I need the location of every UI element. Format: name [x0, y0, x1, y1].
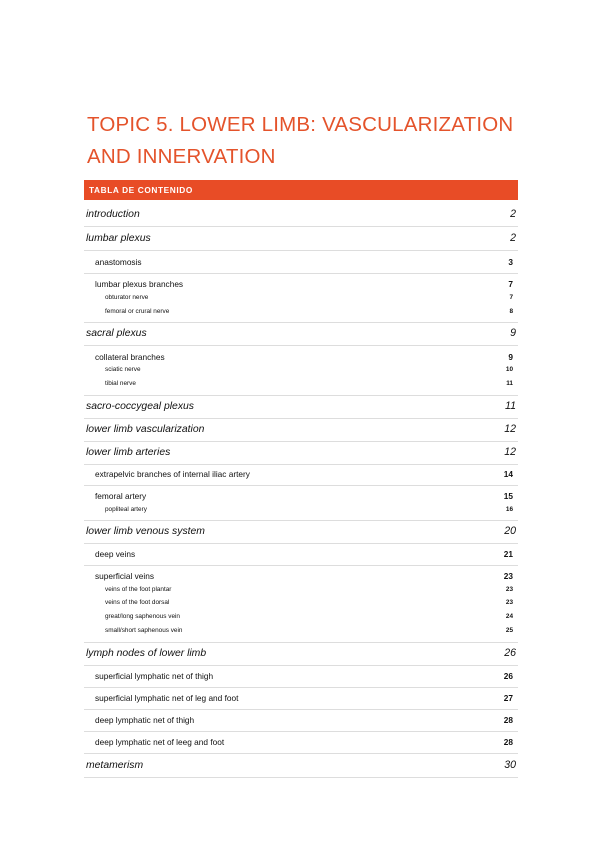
divider — [84, 753, 518, 754]
toc-entry-page: 12 — [504, 446, 516, 458]
toc-entry[interactable] — [86, 446, 516, 458]
toc-entry-label: small/short saphenous vein — [105, 627, 183, 634]
toc-entry-page: 14 — [503, 469, 513, 479]
toc-entry-label: femoral or crural nerve — [105, 308, 170, 315]
toc-entry-label: obturator nerve — [105, 294, 149, 301]
toc-entry-page: 26 — [504, 647, 516, 659]
toc-entry-page: 30 — [504, 759, 516, 771]
toc-entry-label: superficial veins — [95, 571, 155, 581]
document-title-line-1: TOPIC 5. LOWER LIMB: VASCULARIZATION — [87, 113, 514, 136]
toc-entry[interactable] — [105, 380, 513, 387]
toc-entry-page: 28 — [503, 715, 513, 725]
divider — [84, 464, 518, 465]
toc-entry-page: 28 — [503, 737, 513, 747]
toc-entry[interactable] — [95, 469, 513, 479]
toc-entry[interactable] — [95, 737, 513, 747]
toc-entry[interactable] — [86, 208, 516, 220]
toc-entry-page: 10 — [505, 366, 513, 373]
toc-entry-page: 2 — [510, 208, 516, 220]
toc-entry-label: deep lymphatic net of thigh — [95, 715, 195, 725]
toc-entry[interactable] — [105, 613, 513, 620]
toc-entry[interactable] — [105, 599, 513, 606]
toc-entry[interactable] — [105, 294, 513, 301]
divider — [84, 485, 518, 486]
toc-entry[interactable] — [95, 279, 513, 289]
toc-entry[interactable] — [105, 627, 513, 634]
toc-entry-page: 23 — [505, 599, 513, 606]
toc-entry-label: veins of the foot dorsal — [105, 599, 170, 606]
divider — [84, 520, 518, 521]
divider — [84, 395, 518, 396]
toc-entry-label: deep veins — [95, 549, 136, 559]
toc-entry-label: popliteal artery — [105, 506, 147, 513]
toc-entry[interactable] — [95, 671, 513, 681]
toc-entry-page: 11 — [506, 380, 513, 387]
toc-entry[interactable] — [95, 571, 513, 581]
divider — [84, 687, 518, 688]
toc-entry-page: 9 — [508, 352, 513, 362]
toc-entry-label: lower limb arteries — [86, 447, 171, 458]
divider — [84, 441, 518, 442]
toc-entry[interactable] — [95, 352, 513, 362]
toc-entry-label: extrapelvic branches of internal iliac artery — [95, 469, 250, 479]
divider — [84, 731, 518, 732]
divider — [84, 709, 518, 710]
divider — [84, 273, 518, 274]
divider — [84, 665, 518, 666]
toc-entry-label: lumbar plexus — [86, 233, 151, 244]
toc-entry-page: 20 — [504, 525, 516, 537]
divider — [84, 565, 518, 566]
toc-entry[interactable] — [86, 423, 516, 435]
divider — [84, 543, 518, 544]
divider — [84, 642, 518, 643]
toc-entry[interactable] — [105, 586, 513, 593]
divider — [84, 777, 518, 778]
toc-entry-page: 8 — [509, 308, 513, 315]
toc-entry[interactable] — [86, 232, 516, 244]
toc-entry-page: 21 — [503, 549, 513, 559]
toc-entry-page: 15 — [503, 491, 513, 501]
document-title-line-2: AND INNERVATION — [87, 145, 276, 168]
toc-entry-label: introduction — [86, 209, 140, 220]
toc-entry-label: superficial lymphatic net of leg and foot — [95, 693, 239, 703]
toc-entry[interactable] — [86, 327, 516, 339]
toc-entry-page: 12 — [504, 423, 516, 435]
toc-entry-page: 24 — [505, 613, 513, 620]
toc-entry-page: 16 — [505, 506, 513, 513]
toc-header: TABLA DE CONTENIDO — [84, 180, 518, 200]
toc-entry-label: superficial lymphatic net of thigh — [95, 671, 214, 681]
toc-entry[interactable] — [95, 549, 513, 559]
toc-entry-label: femoral artery — [95, 491, 147, 501]
toc-entry[interactable] — [95, 715, 513, 725]
toc-entry[interactable] — [95, 693, 513, 703]
toc-entry-label: lower limb vascularization — [86, 424, 205, 435]
toc-entry-label: sacral plexus — [86, 328, 147, 339]
toc-entry-page: 23 — [503, 571, 513, 581]
toc-entry-page: 2 — [510, 232, 516, 244]
toc-entry-label: sacro-coccygeal plexus — [86, 401, 194, 412]
toc-entry[interactable] — [105, 506, 513, 513]
toc-entry-label: lumbar plexus branches — [95, 279, 184, 289]
toc-entry-page: 3 — [508, 257, 513, 267]
toc-entry-page: 11 — [505, 400, 516, 412]
toc-entry[interactable] — [86, 647, 516, 659]
toc-entry-page: 9 — [510, 327, 516, 339]
toc-entry-label: great/long saphenous vein — [105, 613, 180, 620]
divider — [84, 250, 518, 251]
divider — [84, 226, 518, 227]
toc-entry-label: lymph nodes of lower limb — [86, 648, 207, 659]
toc-entry-page: 27 — [503, 693, 513, 703]
divider — [84, 345, 518, 346]
toc-entry[interactable] — [86, 525, 516, 537]
toc-entry-label: metamerism — [86, 760, 144, 771]
toc-entry[interactable] — [105, 308, 513, 315]
toc-entry-label: lower limb venous system — [86, 526, 205, 537]
toc-entry[interactable] — [105, 366, 513, 373]
toc-entry-label: anastomosis — [95, 257, 142, 267]
toc-entry-label: deep lymphatic net of leeg and foot — [95, 737, 225, 747]
divider — [84, 322, 518, 323]
toc-entry[interactable] — [95, 257, 513, 267]
toc-entry[interactable] — [86, 759, 516, 771]
toc-entry-page: 25 — [505, 627, 513, 634]
toc-entry-label: collateral branches — [95, 352, 165, 362]
toc-entry-label: tibial nerve — [105, 380, 136, 387]
toc-entry[interactable] — [95, 491, 513, 501]
toc-entry-page: 26 — [503, 671, 513, 681]
divider — [84, 418, 518, 419]
toc-entry-page: 7 — [508, 279, 513, 289]
toc-entry[interactable] — [86, 400, 516, 412]
toc-entry-label: sciatic nerve — [105, 366, 141, 373]
toc-entry-page: 7 — [509, 294, 513, 301]
toc-entry-label: veins of the foot plantar — [105, 586, 172, 593]
toc-entry-page: 23 — [505, 586, 513, 593]
